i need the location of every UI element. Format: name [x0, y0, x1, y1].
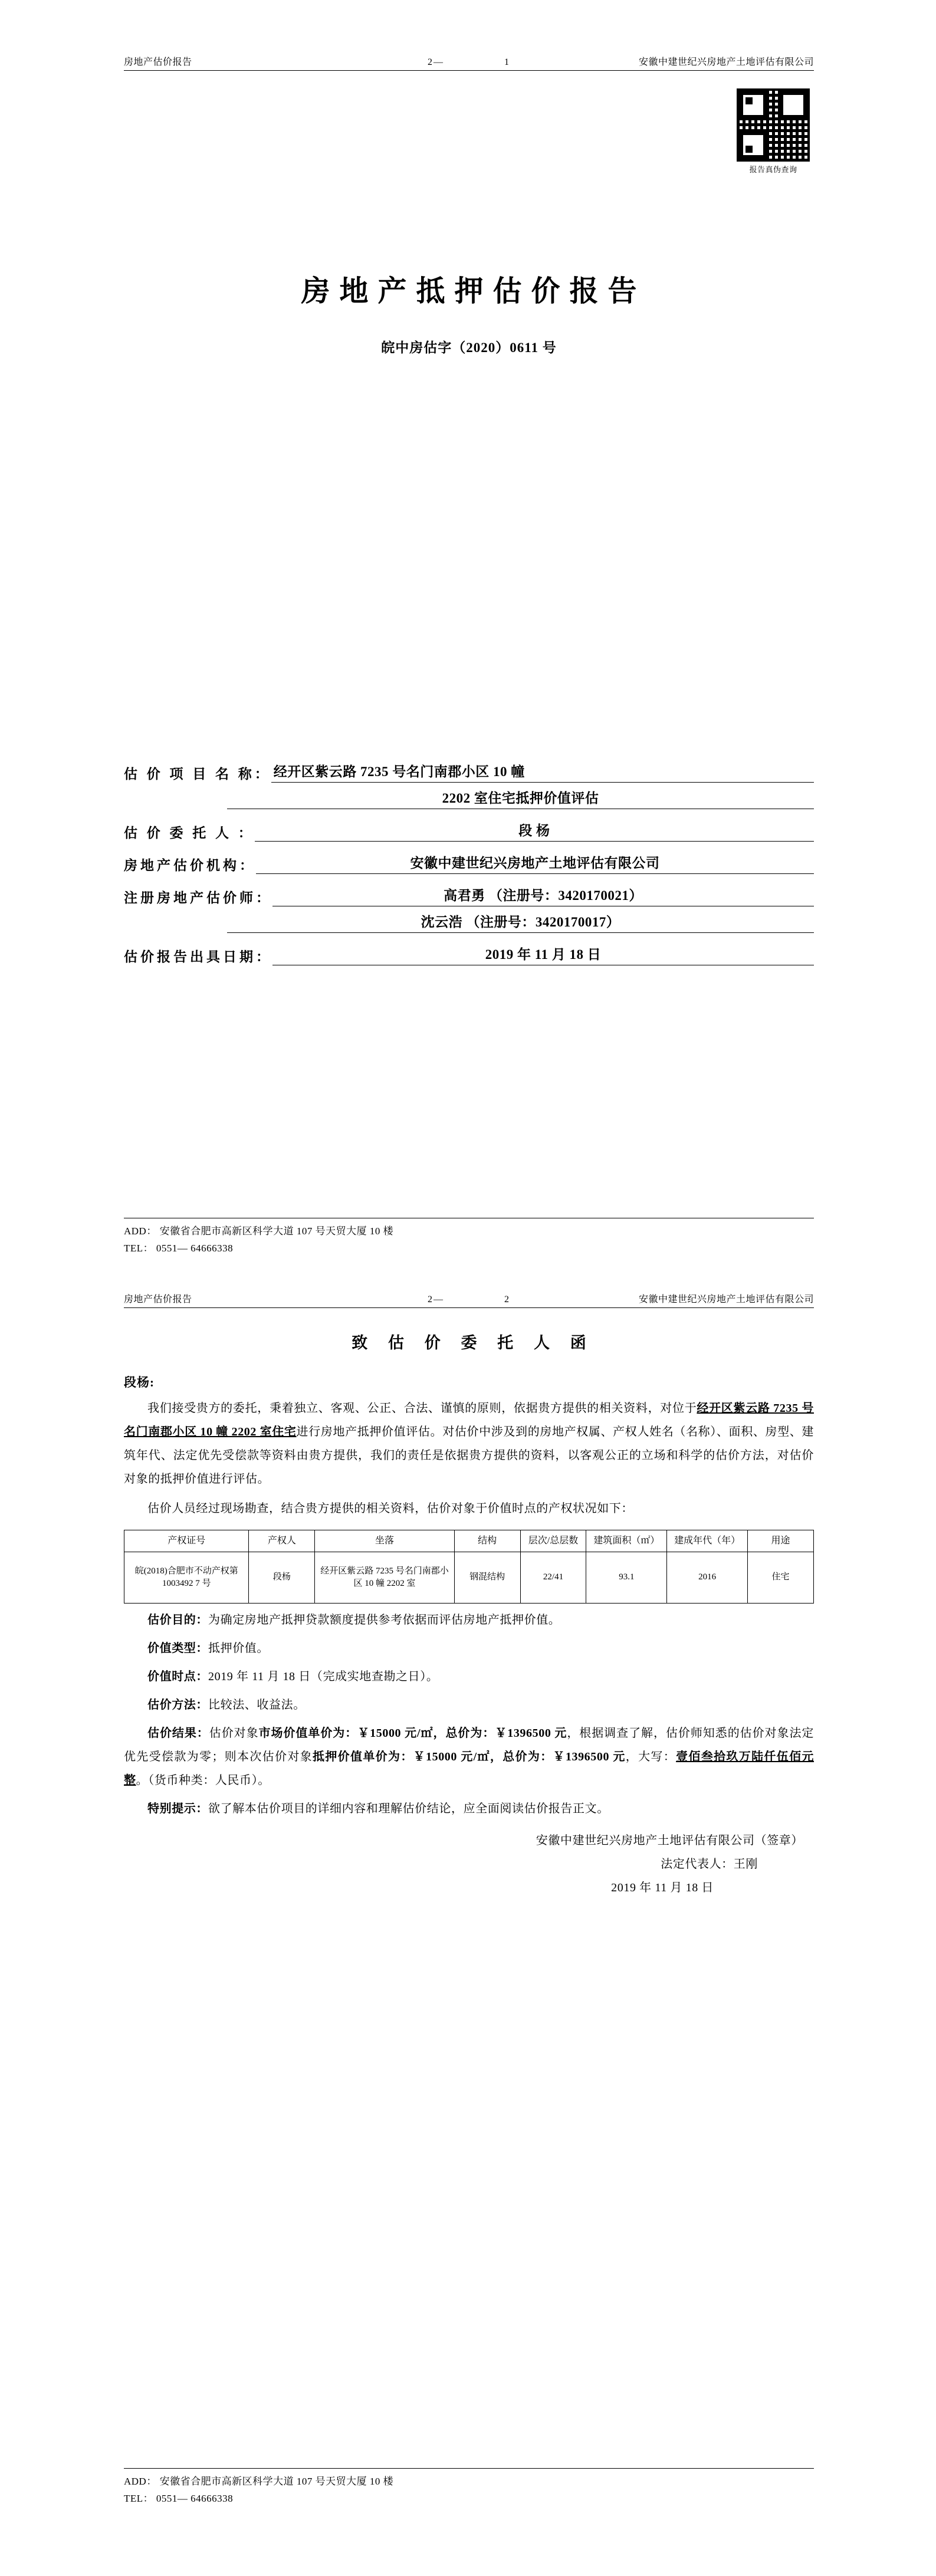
signature-block	[124, 1829, 814, 1900]
qr-eye-bottom-left	[739, 131, 767, 159]
running-header	[124, 1292, 814, 1308]
para1-post: 进行房地产抵押价值评估。对估价中涉及到的房地产权属、产权人姓名（名称）、面积、房型、建筑年代、法定优先受偿款等资料由贵方提供，我们的责任是依据贵方提供的资料，以客观公正的立场和科学的估价方法，对估价对象的抵押价值进行评估。	[124, 1425, 814, 1486]
field-value: 2202 室住宅抵押价值评估	[227, 787, 814, 809]
field-value: 2019 年 11 月 18 日	[272, 944, 814, 965]
field-label: 估 价 项 目 名 称：	[124, 767, 271, 781]
result-t4: 。（货币种类：人民币）。	[136, 1773, 270, 1787]
letter-running-footer	[124, 2468, 814, 2508]
page-label: 2—	[427, 1294, 444, 1305]
letter-body	[124, 1330, 814, 1900]
definition-method	[124, 1693, 814, 1717]
qr-eye-core-tr	[794, 97, 801, 104]
qr-eye-core-bl	[745, 146, 753, 153]
running-footer	[124, 2468, 814, 2508]
document-number: 皖中房估字（2020）0611 号	[381, 340, 557, 355]
running-header-right: 安徽中建世纪兴房地产土地评估有限公司	[638, 1294, 814, 1305]
field-label: 房地产估价机构：	[124, 858, 256, 873]
field-appraiser-2	[124, 911, 814, 933]
field-value: 沈云浩 （注册号：3420170017）	[227, 911, 814, 933]
cell-location: 经开区紫云路 7235 号名门南郡小区 10 幢 2202 室	[315, 1552, 454, 1603]
cell-structure: 钢混结构	[454, 1552, 520, 1603]
qr-eye-core-tl	[745, 97, 753, 104]
cover-running-header	[124, 54, 814, 71]
running-header-page	[352, 57, 586, 68]
letter-salutation: 段杨:	[124, 1375, 155, 1389]
cell-area: 93.1	[586, 1552, 667, 1603]
th-cert-no: 产权证号	[124, 1530, 249, 1552]
para1-pre: 我们接受贵方的委托，秉着独立、客观、公正、合法、谨慎的原则，依据贵方提供的相关资料，对位于	[147, 1402, 697, 1415]
running-header-right: 安徽中建世纪兴房地产土地评估有限公司	[638, 57, 814, 67]
footer-tel: TEL： 0551— 64666338	[124, 1242, 234, 1254]
definition-result	[124, 1721, 814, 1792]
running-header-page	[352, 1294, 586, 1305]
term-method: 估价方法：	[147, 1698, 208, 1711]
result-t3: ，大写：	[625, 1750, 676, 1763]
definition-special-note	[124, 1797, 814, 1821]
th-use: 用途	[748, 1530, 814, 1552]
field-project-name-cont	[124, 787, 814, 809]
result-amount-chinese: 壹佰叁拾玖万陆仟伍佰元整	[124, 1750, 815, 1787]
cover-fields	[124, 761, 814, 976]
page-number: 1	[504, 57, 510, 67]
page-title: 房地产抵押估价报告	[301, 275, 646, 307]
qr-area	[124, 88, 814, 206]
letter-paragraph-1	[124, 1397, 814, 1491]
result-t2: ，根据调查了解，估价师知悉的估价对象法定优先受偿款为零；则本次估价对象	[124, 1726, 815, 1763]
qr-block	[733, 88, 814, 175]
field-project-name	[124, 761, 814, 783]
field-value: 经开区紫云路 7235 号名门南郡小区 10 幢	[271, 761, 814, 783]
letter-title: 致 估 价 委 托 人 函	[352, 1334, 595, 1352]
cover-title-block	[124, 268, 814, 356]
term-value-date: 价值时点：	[147, 1670, 208, 1683]
running-header-left: 房地产估价报告	[124, 57, 192, 67]
result-t1: 估价对象	[209, 1726, 259, 1740]
para1-subject: 经开区紫云路 7235 号名门南郡小区 10 幢 2202 室住宅	[124, 1402, 814, 1438]
letter-running-header	[124, 1292, 814, 1308]
page-label: 2—	[427, 57, 444, 67]
field-issue-date	[124, 944, 814, 965]
running-footer	[124, 1218, 814, 1257]
page-number: 2	[504, 1294, 510, 1305]
table-header-row	[124, 1530, 814, 1552]
th-structure: 结构	[454, 1530, 520, 1552]
th-floor: 层次/总层数	[520, 1530, 586, 1552]
field-appraiser-1	[124, 885, 814, 906]
footer-address: ADD： 安徽省合肥市高新区科学大道 107 号天贸大厦 10 楼	[124, 1225, 394, 1237]
qr-code-icon[interactable]	[737, 88, 810, 162]
text-purpose: 为确定房地产抵押贷款额度提供参考依据而评估房地产抵押价值。	[208, 1613, 561, 1627]
text-special-note: 欲了解本估价项目的详细内容和理解估价结论，应全面阅读估价报告正文。	[208, 1802, 609, 1815]
running-header-left: 房地产估价报告	[124, 1294, 192, 1305]
signature-company: 安徽中建世纪兴房地产土地评估有限公司（签章）	[536, 1834, 803, 1847]
cover-running-footer	[124, 1218, 814, 1257]
letter-paragraph-2: 估价人员经过现场勘查，结合贵方提供的相关资料，估价对象于价值时点的产权状况如下：	[147, 1502, 633, 1515]
definition-value-date	[124, 1665, 814, 1688]
cell-use: 住宅	[748, 1552, 814, 1603]
field-appraisal-institution	[124, 852, 814, 874]
text-value-type: 抵押价值。	[208, 1641, 269, 1655]
field-label: 注册房地产估价师：	[124, 891, 272, 905]
running-header	[124, 54, 814, 71]
definition-value-type	[124, 1637, 814, 1660]
result-mortgage-value: 抵押价值单价为：￥15000 元/㎡，总价为：￥1396500 元	[313, 1750, 626, 1763]
text-value-date: 2019 年 11 月 18 日（完成实地查勘之日）。	[208, 1670, 439, 1683]
th-area: 建筑面积（㎡）	[586, 1530, 667, 1552]
text-method: 比较法、收益法。	[208, 1698, 306, 1711]
field-value: 段 杨	[255, 820, 814, 842]
signature-legal-rep: 法定代表人：王刚	[661, 1857, 758, 1871]
field-value: 高君勇 （注册号：3420170021）	[272, 885, 814, 906]
qr-caption: 报告真伪查询	[749, 165, 797, 174]
signature-date: 2019 年 11 月 18 日	[611, 1881, 714, 1894]
footer-address: ADD： 安徽省合肥市高新区科学大道 107 号天贸大厦 10 楼	[124, 2476, 394, 2487]
property-table	[124, 1530, 814, 1604]
field-label: 估 价 委 托 人 ：	[124, 826, 255, 840]
cell-cert-no: 皖(2018)合肥市不动产权第 1003492 7 号	[124, 1552, 249, 1603]
th-year: 建成年代（年）	[667, 1530, 748, 1552]
term-special-note: 特别提示：	[147, 1802, 208, 1815]
term-result: 估价结果：	[147, 1726, 209, 1740]
footer-tel: TEL： 0551— 64666338	[124, 2492, 234, 2504]
cell-owner: 段杨	[249, 1552, 315, 1603]
definition-purpose	[124, 1608, 814, 1632]
table-row	[124, 1552, 814, 1603]
cell-year: 2016	[667, 1552, 748, 1603]
cell-floor: 22/41	[520, 1552, 586, 1603]
th-owner: 产权人	[249, 1530, 315, 1552]
field-label: 估价报告出具日期：	[124, 949, 272, 964]
field-client	[124, 820, 814, 842]
th-location: 坐落	[315, 1530, 454, 1552]
result-market-value: 市场价值单价为：￥15000 元/㎡，总价为：￥1396500 元	[258, 1726, 567, 1740]
term-purpose: 估价目的：	[147, 1613, 208, 1627]
field-value: 安徽中建世纪兴房地产土地评估有限公司	[256, 852, 814, 874]
term-value-type: 价值类型：	[147, 1641, 208, 1655]
